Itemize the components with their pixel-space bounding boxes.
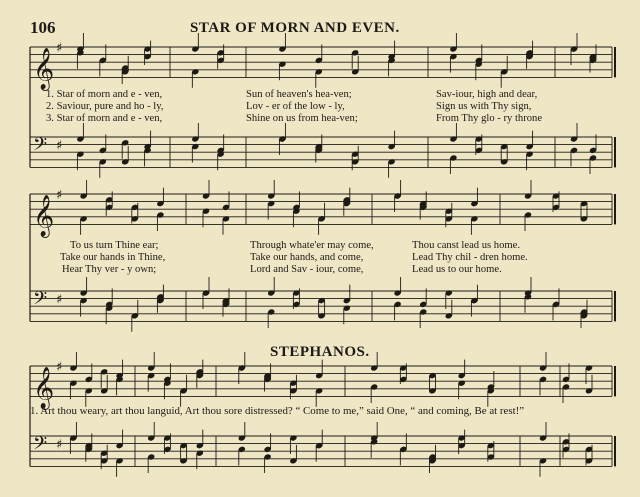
bass-clef: 𝄢 <box>33 134 48 160</box>
lyric-phrase: Sav-iour, high and dear, <box>436 89 538 100</box>
notation-symbols <box>33 33 597 477</box>
treble-clef: 𝄞 <box>33 48 55 90</box>
sharp-key-signature: ♯ <box>56 188 63 203</box>
lyric-phrase: Lov - er of the low - ly, <box>246 101 345 112</box>
lyric-phrase: Shine on us from hea-ven; <box>246 113 358 124</box>
staff-lines <box>30 47 615 466</box>
lyric-phrase: Hear Thy ver - y own; <box>62 264 157 275</box>
lyric-phrase: Thou canst lead us home. <box>412 240 520 251</box>
sharp-key-signature: ♯ <box>56 292 63 308</box>
sharp-key-signature: ♯ <box>56 360 63 375</box>
lyric-phrase: Lord and Sav - iour, come, <box>250 264 364 275</box>
lyric-phrase: 1. Star of morn and e - ven, <box>46 89 163 100</box>
sharp-key-signature: ♯ <box>56 41 63 56</box>
treble-clef: 𝄞 <box>33 367 55 409</box>
lyric-phrase: Through whate'er may come, <box>250 240 374 251</box>
lyric-phrase: Take our hands in Thine, <box>60 252 166 263</box>
hymn-title: STAR OF MORN AND EVEN. <box>190 20 400 36</box>
lyric-phrase: 2. Saviour, pure and ho - ly, <box>46 101 164 112</box>
lyric-phrase: Sign us with Thy sign, <box>436 101 532 112</box>
lyric-phrase: Sun of heaven's hea-ven; <box>246 89 352 100</box>
lyric-phrase: 3. Star of morn and e - ven, <box>46 113 163 124</box>
sharp-key-signature: ♯ <box>56 437 63 453</box>
sharp-key-signature: ♯ <box>56 138 63 154</box>
bass-clef: 𝄢 <box>33 433 48 459</box>
lyric-verse-1: 1. Art thou weary, art thou languid, Art thou sore distressed? “ Come to me,” said One, “ and coming, Be at rest!” <box>30 405 525 417</box>
tune-title: STEPHANOS. <box>270 344 370 360</box>
lyric-phrase: To us turn Thine ear; <box>70 240 159 251</box>
treble-clef: 𝄞 <box>33 195 55 237</box>
bass-clef: 𝄢 <box>33 288 48 314</box>
lyric-phrase: Lead Thy chil - dren home. <box>412 252 528 263</box>
lyric-phrase: Lead us to our home. <box>412 264 502 275</box>
lyric-phrase: Take our hands, and come, <box>250 252 364 263</box>
lyric-phrase: From Thy glo - ry throne <box>436 113 543 124</box>
page-number: 106 <box>30 18 56 37</box>
